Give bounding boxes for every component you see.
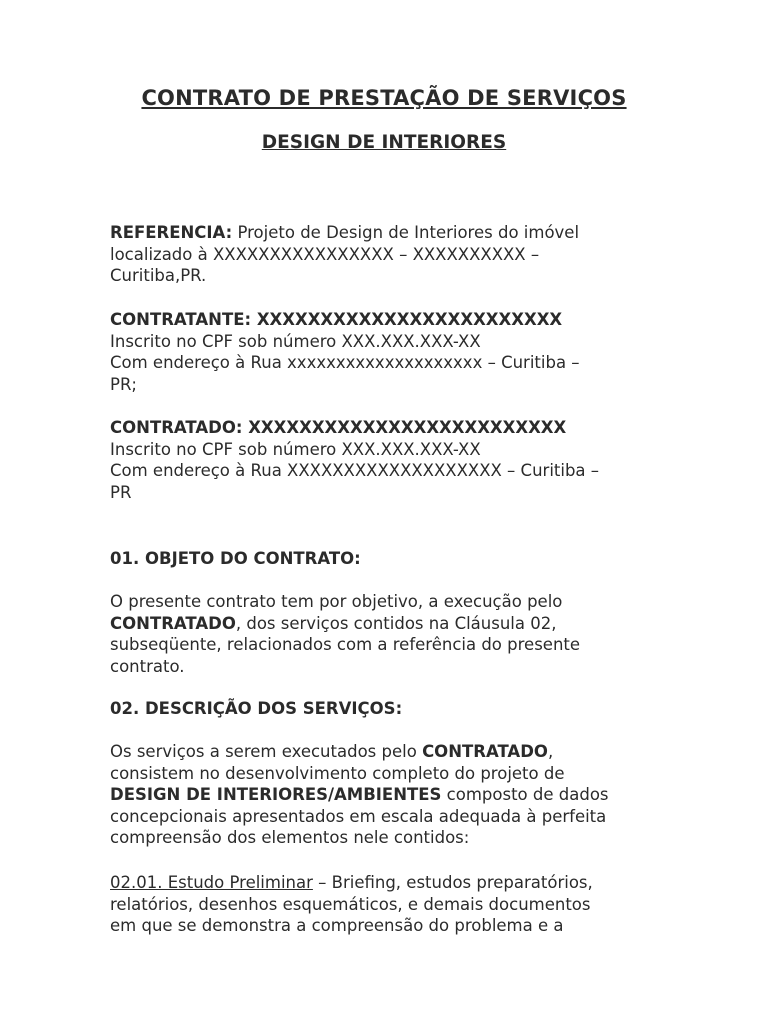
section-02-paragraph: Os serviços a serem executados pelo CONTRATADO, consistem no desenvolvimento completo do projeto de DESIGN DE INTERIORES/AMBIENTES composto de dados concepcionais apresentados em escala adequada à perfeita compreensão dos elementos nele contidos: xyxy=(110,742,609,847)
contratante-line-1 xyxy=(110,309,670,331)
contratante-address: Com endereço à Rua xxxxxxxxxxxxxxxxxxxx – Curitiba – xyxy=(110,353,580,372)
contratante-address-cont: PR; xyxy=(110,374,137,394)
referencia-line-2: localizado à XXXXXXXXXXXXXXXX – XXXXXXXXXX – xyxy=(110,244,540,264)
section-01-paragraph: O presente contrato tem por objetivo, a execução pelo CONTRATADO, dos serviços contidos na Cláusula 02, subseqüente, relacionados com a referência do presente contrato. xyxy=(110,592,581,676)
referencia-block xyxy=(110,222,670,287)
contratado-line-1 xyxy=(110,417,670,439)
contratado-label: CONTRATADO: xyxy=(110,418,243,437)
estudo-preliminar-link[interactable]: 02.01. Estudo Preliminar xyxy=(110,873,313,892)
referencia-line-3: Curitiba,PR. xyxy=(110,266,207,285)
contratado-name: XXXXXXXXXXXXXXXXXXXXXXXXX xyxy=(242,418,567,437)
contratado-address-cont: PR xyxy=(110,482,132,502)
contratante-block xyxy=(110,309,670,395)
contratado-address: Com endereço à Rua XXXXXXXXXXXXXXXXXXX – Curitiba – xyxy=(110,461,600,480)
referencia-line-1: REFERENCIA: Projeto de Design de Interiores do imóvel xyxy=(110,223,580,242)
document-title: CONTRATO DE PRESTAÇÃO DE SERVIÇOS xyxy=(141,86,627,110)
document-subtitle: DESIGN DE INTERIORES xyxy=(261,132,507,153)
contratante-cpf: Inscrito no CPF sob número XXX.XXX.XXX-XX xyxy=(110,331,481,351)
referencia-label: REFERENCIA: xyxy=(110,223,233,242)
contratante-name: XXXXXXXXXXXXXXXXXXXXXXXX xyxy=(251,310,563,329)
contratado-cpf: Inscrito no CPF sob número XXX.XXX.XXX-XX xyxy=(110,439,481,459)
contratado-block xyxy=(110,417,670,503)
section-0201-paragraph: 02.01. Estudo Preliminar – Briefing, estudos preparatórios, relatórios, desenhos esquemáticos, e demais documentos em que se demonstra a compreensão do problema e a xyxy=(110,873,593,935)
section-01-heading: 01. OBJETO DO CONTRATO: xyxy=(110,549,361,568)
contratante-label: CONTRATANTE: xyxy=(110,310,252,329)
section-02-heading: 02. DESCRIÇÃO DOS SERVIÇOS: xyxy=(110,699,403,718)
